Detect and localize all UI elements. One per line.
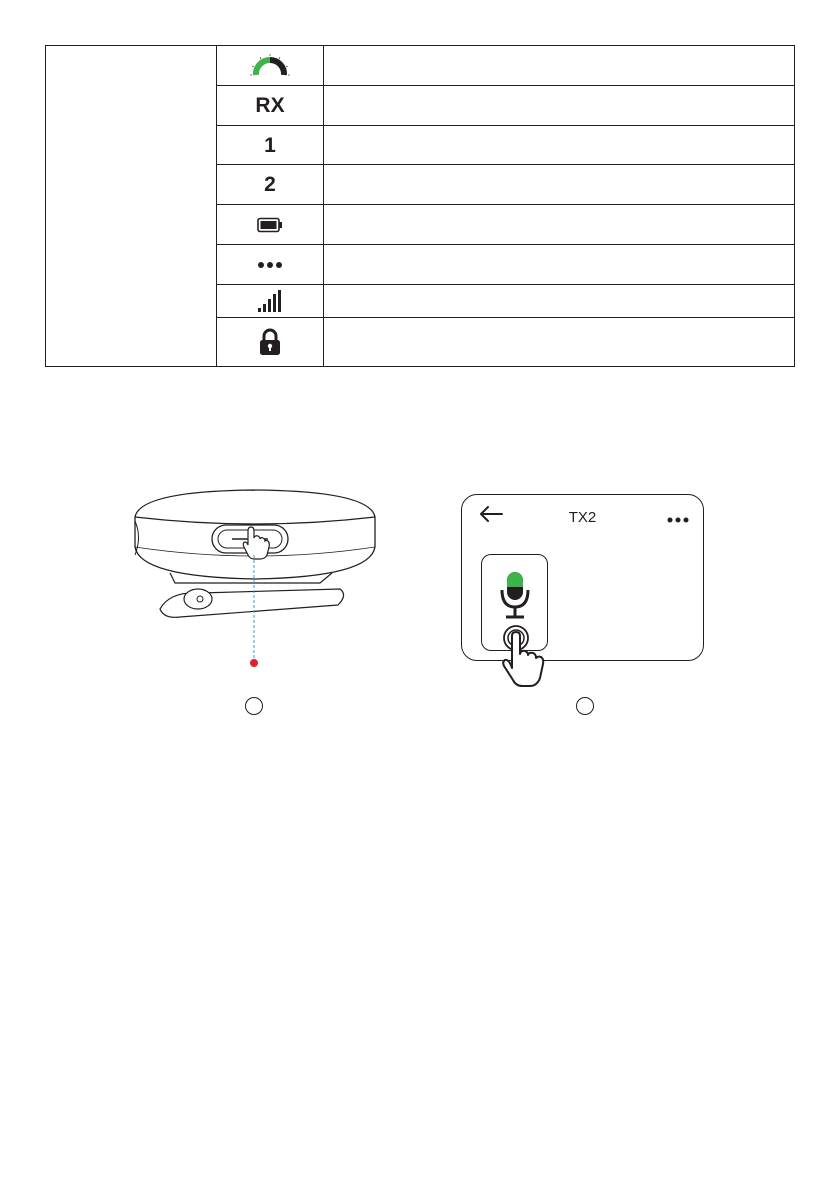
signal-strength-icon [217,285,323,317]
row-description [324,205,794,244]
transmitter-device-illustration [120,485,390,685]
lock-icon [217,318,323,366]
row-description [324,285,794,317]
more-options-icon[interactable] [667,510,689,528]
tap-hand-icon [488,622,552,695]
rx-label: RX [255,94,285,117]
screen-title: TX2 [568,509,597,526]
channel-1-icon [217,126,323,164]
microphone-icon [498,570,532,627]
row-description [324,46,794,85]
channel-2-icon [217,165,323,204]
row-description [324,86,794,125]
row-description [324,165,794,204]
step-marker-right [576,697,594,715]
audio-level-meter-icon [217,46,323,85]
more-dots-icon [217,245,323,284]
row-description [324,318,794,366]
channel-2-label: 2 [264,173,276,196]
rx-text-icon [217,86,323,125]
channel-1-label: 1 [264,133,276,157]
battery-icon [217,205,323,244]
row-description [324,126,794,164]
step-marker-left [245,697,263,715]
row-description [324,245,794,284]
icon-legend-table [45,45,795,367]
